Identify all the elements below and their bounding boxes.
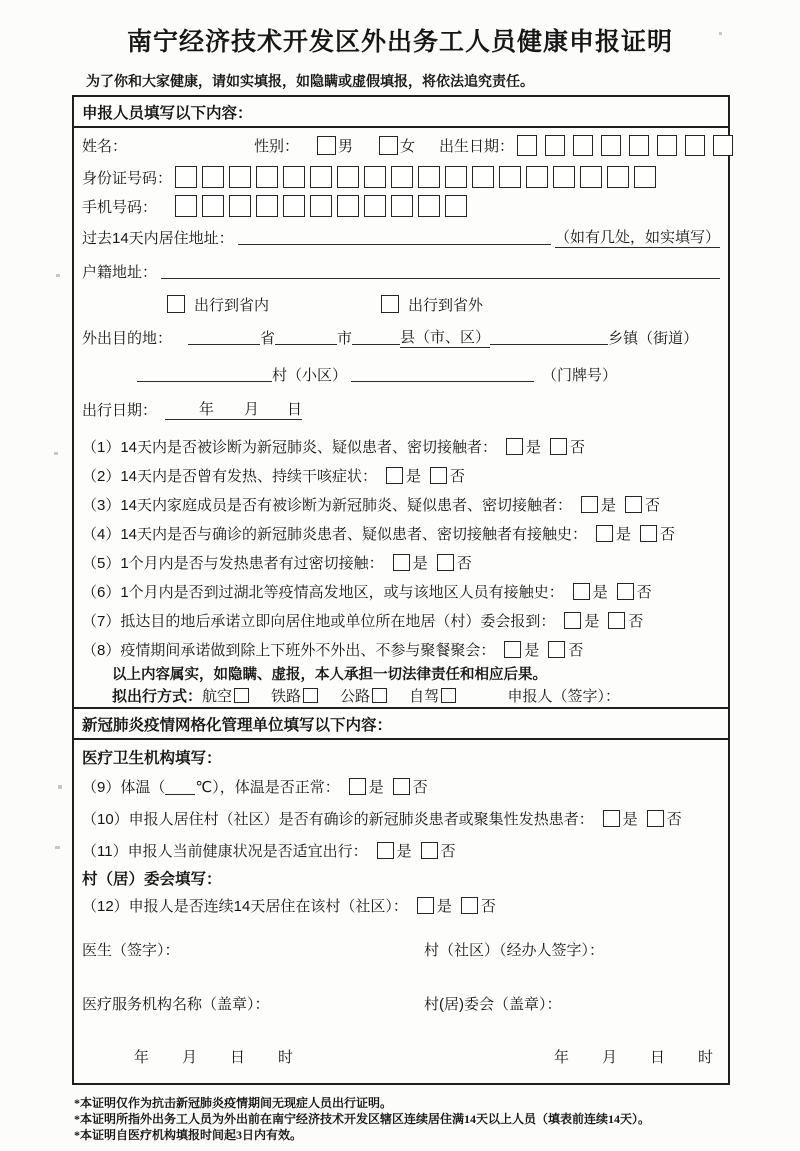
dest-province-blank[interactable] bbox=[188, 329, 260, 345]
digit-checkbox[interactable] bbox=[310, 166, 332, 188]
year-blank bbox=[165, 399, 199, 414]
warning-text: 为了你和大家健康，请如实填报，如隐瞒或虚假填报，将依法追究责任。 bbox=[86, 75, 534, 90]
village-sign-label: 村（社区）（经办人签字）： bbox=[424, 942, 605, 959]
house-no-label: （门牌号） bbox=[542, 366, 618, 384]
question-text: （6）1个月内是否到过湖北等疫情高发地区，或与该地区人员有接触史： bbox=[82, 584, 564, 601]
digit-checkbox[interactable] bbox=[580, 166, 602, 188]
footnotes bbox=[74, 1095, 800, 1143]
question-row-8 bbox=[74, 635, 728, 664]
year-label: 年 bbox=[554, 1049, 570, 1066]
dob-box-group bbox=[514, 135, 733, 156]
female-checkbox[interactable] bbox=[379, 136, 398, 155]
province-choice-row bbox=[74, 288, 728, 320]
digit-checkbox[interactable] bbox=[472, 166, 494, 188]
in-province-checkbox[interactable] bbox=[167, 295, 185, 313]
yes-label: 是 bbox=[524, 642, 540, 659]
q10-no-checkbox[interactable] bbox=[647, 810, 664, 827]
female-label: 女 bbox=[400, 137, 416, 155]
digit-checkbox[interactable] bbox=[256, 166, 278, 188]
question-row-4 bbox=[74, 519, 728, 548]
month-label: 月 bbox=[602, 1049, 618, 1066]
digit-checkbox[interactable] bbox=[445, 195, 467, 217]
no-label: 否 bbox=[568, 642, 584, 659]
mode-rail-label: 铁路 bbox=[271, 687, 302, 705]
q10-yes-checkbox[interactable] bbox=[603, 810, 620, 827]
addr14-row bbox=[74, 220, 728, 254]
digit-checkbox[interactable] bbox=[713, 135, 733, 156]
q5-no-checkbox[interactable] bbox=[437, 554, 454, 571]
destination-label: 外出目的地： bbox=[82, 329, 173, 347]
question-text: （8）疫情期间承诺做到除上下班外不外出、不参与聚餐聚会： bbox=[82, 642, 496, 659]
q6-no-checkbox[interactable] bbox=[617, 583, 634, 600]
month-blank bbox=[214, 399, 244, 414]
digit-checkbox[interactable] bbox=[283, 195, 305, 217]
scan-speck bbox=[58, 785, 62, 789]
day-label: 日 bbox=[287, 401, 303, 418]
digit-checkbox[interactable] bbox=[517, 135, 537, 156]
question-text: （4）14天内是否与确诊的新冠肺炎患者、疑似患者、密切接触者有接触史： bbox=[82, 526, 588, 543]
dest-town-blank[interactable] bbox=[490, 329, 608, 345]
section-grid-header: 新冠肺炎疫情网格化管理单位填写以下内容： bbox=[74, 707, 728, 740]
q6-yes-checkbox[interactable] bbox=[573, 583, 590, 600]
doctor-sign-label: 医生（签字）： bbox=[82, 942, 180, 959]
no-label: 否 bbox=[660, 526, 676, 543]
mode-self-drive-checkbox[interactable] bbox=[441, 688, 456, 703]
mode-label: 拟出行方式： bbox=[112, 687, 203, 705]
footnote-2: *本证明所指外出务工人员为外出前在南宁经济技术开发区辖区连续居住满14天以上人员（填表前连续14天）。 bbox=[74, 1112, 651, 1126]
dest-town-label: 乡镇（街道） bbox=[608, 329, 699, 347]
q4-yes-checkbox[interactable] bbox=[596, 525, 613, 542]
question-text: （7）抵达目的地后承诺立即向居住地或单位所在地居（村）委会报到： bbox=[82, 613, 556, 630]
scan-speck bbox=[54, 452, 58, 455]
addr14-blank-field[interactable] bbox=[238, 229, 551, 245]
question-row-11 bbox=[74, 835, 728, 866]
digit-checkbox[interactable] bbox=[283, 166, 305, 188]
travel-mode-row bbox=[74, 683, 728, 707]
q11-no-checkbox[interactable] bbox=[421, 842, 438, 859]
dest-province-label: 省 bbox=[260, 329, 276, 347]
yes-label: 是 bbox=[406, 468, 422, 485]
hukou-blank-field[interactable] bbox=[161, 263, 720, 279]
q1-no-checkbox[interactable] bbox=[550, 438, 567, 455]
q8-yes-checkbox[interactable] bbox=[504, 641, 521, 658]
digit-checkbox[interactable] bbox=[629, 135, 649, 156]
mode-rail-checkbox[interactable] bbox=[303, 688, 318, 703]
village-stamp-label: 村(居)委会（盖章）： bbox=[424, 996, 562, 1013]
spacer bbox=[74, 424, 728, 432]
medical-date-parts bbox=[82, 1046, 476, 1067]
q9-suffix: ℃），体温是否正常： bbox=[195, 779, 340, 796]
yes-label: 是 bbox=[412, 555, 428, 572]
question-text: （10）申报人居住村（社区）是否有确诊的新冠肺炎患者或聚集性发热患者： bbox=[82, 811, 594, 828]
q3-yes-checkbox[interactable] bbox=[581, 496, 598, 513]
digit-checkbox[interactable] bbox=[553, 166, 575, 188]
digit-checkbox[interactable] bbox=[364, 166, 386, 188]
digit-checkbox[interactable] bbox=[526, 166, 548, 188]
signature-row bbox=[74, 939, 728, 960]
yes-label: 是 bbox=[592, 584, 608, 601]
digit-checkbox[interactable] bbox=[391, 166, 413, 188]
yes-label: 是 bbox=[526, 439, 542, 456]
question-text: （5）1个月内是否与发热患者有过密切接触： bbox=[82, 555, 384, 572]
digit-checkbox[interactable] bbox=[634, 166, 656, 188]
id-label: 身份证号码： bbox=[82, 169, 173, 187]
no-label: 否 bbox=[645, 497, 661, 514]
travel-date-blank[interactable] bbox=[165, 398, 302, 420]
phone-row bbox=[74, 192, 728, 220]
digit-checkbox[interactable] bbox=[310, 195, 332, 217]
destination-row bbox=[74, 320, 728, 354]
declaration-text: 以上内容属实，如隐瞒、虚报，本人承担一切法律责任和相应后果。 bbox=[112, 667, 547, 683]
medical-org-header: 医疗卫生机构填写： bbox=[82, 750, 222, 767]
name-label: 姓名： bbox=[82, 137, 128, 155]
footnote-1: *本证明仅作为抗击新冠肺炎疫情期间无现症人员出行证明。 bbox=[74, 1096, 393, 1110]
scan-speck bbox=[56, 274, 60, 277]
digit-checkbox[interactable] bbox=[685, 135, 705, 156]
out-province-label: 出行到省外 bbox=[408, 296, 484, 314]
digit-checkbox[interactable] bbox=[337, 166, 359, 188]
phone-label: 手机号码： bbox=[82, 198, 158, 216]
out-province-checkbox[interactable] bbox=[381, 295, 399, 313]
digit-checkbox[interactable] bbox=[545, 135, 565, 156]
village-row bbox=[74, 354, 728, 394]
no-label: 否 bbox=[440, 843, 456, 860]
digit-checkbox[interactable] bbox=[418, 166, 440, 188]
no-label: 否 bbox=[628, 613, 644, 630]
question-row-10 bbox=[74, 802, 728, 835]
q4-no-checkbox[interactable] bbox=[640, 525, 657, 542]
mode-self-drive-label: 自驾 bbox=[409, 687, 440, 705]
yes-label: 是 bbox=[622, 811, 638, 828]
stamp-row bbox=[74, 993, 728, 1014]
question-text: （11）申报人当前健康状况是否适宜出行： bbox=[82, 843, 368, 860]
travel-date-label: 出行日期： bbox=[82, 401, 158, 419]
declarant-sign-label: 申报人（签字）： bbox=[507, 687, 620, 705]
q11-yes-checkbox[interactable] bbox=[377, 842, 394, 859]
q2-yes-checkbox[interactable] bbox=[386, 467, 403, 484]
day-label: 日 bbox=[650, 1049, 666, 1066]
question-row-5 bbox=[74, 548, 728, 577]
yes-label: 是 bbox=[616, 526, 632, 543]
q7-yes-checkbox[interactable] bbox=[564, 612, 581, 629]
addr14-note: （如有几处，如实填写） bbox=[555, 226, 720, 248]
digit-checkbox[interactable] bbox=[175, 166, 197, 188]
q2-no-checkbox[interactable] bbox=[430, 467, 447, 484]
question-row-6 bbox=[74, 577, 728, 606]
q12-yes-checkbox[interactable] bbox=[417, 897, 434, 914]
dest-county-blank[interactable] bbox=[352, 329, 400, 345]
dest-city-blank[interactable] bbox=[275, 329, 337, 345]
hour-label: 时 bbox=[278, 1049, 294, 1066]
footnote-3: *本证明自医疗机构填报时间起3日内有效。 bbox=[74, 1128, 303, 1142]
no-label: 否 bbox=[636, 584, 652, 601]
mode-air-label: 航空 bbox=[202, 687, 233, 705]
year-label: 年 bbox=[199, 401, 215, 418]
day-blank bbox=[259, 399, 287, 414]
declaration-form bbox=[72, 95, 730, 1085]
digit-checkbox[interactable] bbox=[229, 195, 251, 217]
question-row-3 bbox=[74, 490, 728, 519]
digit-checkbox[interactable] bbox=[657, 135, 677, 156]
day-label: 日 bbox=[230, 1049, 246, 1066]
male-checkbox[interactable] bbox=[317, 136, 336, 155]
mode-road-checkbox[interactable] bbox=[372, 688, 387, 703]
village-committee-header: 村（居）委会填写： bbox=[82, 871, 222, 888]
digit-checkbox[interactable] bbox=[601, 135, 621, 156]
digit-checkbox[interactable] bbox=[229, 166, 251, 188]
id-box-group bbox=[175, 166, 656, 188]
hukou-row bbox=[74, 254, 728, 288]
date-row bbox=[74, 1046, 728, 1067]
q3-no-checkbox[interactable] bbox=[625, 496, 642, 513]
digit-checkbox[interactable] bbox=[391, 195, 413, 217]
month-label: 月 bbox=[244, 401, 260, 418]
digit-checkbox[interactable] bbox=[499, 166, 521, 188]
digit-checkbox[interactable] bbox=[445, 166, 467, 188]
page-title: 南宁经济技术开发区外出务工人员健康申报证明 bbox=[126, 28, 673, 56]
temperature-blank[interactable] bbox=[165, 779, 195, 795]
q9-yes-checkbox[interactable] bbox=[349, 778, 366, 795]
question-row-7 bbox=[74, 606, 728, 635]
section-declarant-header: 申报人员填写以下内容： bbox=[74, 97, 728, 128]
dest-city-label: 市 bbox=[337, 329, 353, 347]
digit-checkbox[interactable] bbox=[607, 166, 629, 188]
digit-checkbox[interactable] bbox=[573, 135, 593, 156]
no-label: 否 bbox=[570, 439, 586, 456]
digit-checkbox[interactable] bbox=[418, 195, 440, 217]
hukou-label: 户籍地址： bbox=[82, 263, 158, 281]
no-label: 否 bbox=[456, 555, 472, 572]
in-province-label: 出行到省内 bbox=[194, 296, 270, 314]
question-row-12 bbox=[74, 890, 728, 921]
yes-label: 是 bbox=[436, 898, 452, 915]
q9-no-checkbox[interactable] bbox=[393, 778, 410, 795]
digit-checkbox[interactable] bbox=[256, 195, 278, 217]
q5-yes-checkbox[interactable] bbox=[393, 554, 410, 571]
q8-no-checkbox[interactable] bbox=[548, 641, 565, 658]
scan-speck bbox=[55, 846, 60, 849]
medical-stamp-label: 医疗服务机构名称（盖章）： bbox=[82, 996, 270, 1013]
mode-road-label: 公路 bbox=[340, 687, 371, 705]
addr14-label: 过去14天内居住地址： bbox=[82, 229, 234, 247]
question-text: （2）14天内是否曾有发热、持续干咳症状： bbox=[82, 468, 378, 485]
q9-prefix: （9）体温（ bbox=[82, 779, 166, 796]
question-row-1 bbox=[74, 432, 728, 461]
mode-air-checkbox[interactable] bbox=[234, 688, 249, 703]
no-label: 否 bbox=[412, 779, 428, 796]
yes-label: 是 bbox=[368, 779, 384, 796]
hour-label: 时 bbox=[698, 1049, 714, 1066]
q12-no-checkbox[interactable] bbox=[461, 897, 478, 914]
name-gender-dob-row bbox=[74, 128, 728, 162]
declaration-row bbox=[74, 664, 728, 683]
digit-checkbox[interactable] bbox=[364, 195, 386, 217]
question-row-9 bbox=[74, 771, 728, 802]
digit-checkbox[interactable] bbox=[202, 195, 224, 217]
digit-checkbox[interactable] bbox=[202, 166, 224, 188]
gender-label: 性别： bbox=[254, 137, 300, 155]
no-label: 否 bbox=[480, 898, 496, 915]
question-text: （3）14天内家庭成员是否有被诊断为新冠肺炎、疑似患者、密切接触者： bbox=[82, 497, 573, 514]
yes-label: 是 bbox=[601, 497, 617, 514]
id-number-row bbox=[74, 162, 728, 192]
phone-box-group bbox=[175, 195, 467, 217]
digit-checkbox[interactable] bbox=[175, 195, 197, 217]
no-label: 否 bbox=[666, 811, 682, 828]
scan-speck bbox=[719, 32, 722, 35]
question-text: （12）申报人是否连续14天居住在该村（社区）： bbox=[82, 898, 408, 915]
no-label: 否 bbox=[450, 468, 466, 485]
year-label: 年 bbox=[134, 1049, 150, 1066]
travel-date-row bbox=[74, 394, 728, 424]
question-text: （1）14天内是否被诊断为新冠肺炎、疑似患者、密切接触者： bbox=[82, 439, 498, 456]
yes-label: 是 bbox=[396, 843, 412, 860]
village-date-parts bbox=[476, 1046, 746, 1067]
q1-yes-checkbox[interactable] bbox=[506, 438, 523, 455]
yes-label: 是 bbox=[584, 613, 600, 630]
house-no-blank[interactable] bbox=[351, 366, 534, 382]
question-row-2 bbox=[74, 461, 728, 490]
male-label: 男 bbox=[338, 137, 354, 155]
digit-checkbox[interactable] bbox=[337, 195, 359, 217]
dob-label: 出生日期： bbox=[439, 137, 515, 155]
village-label: 村（小区） bbox=[272, 366, 348, 384]
dest-county-label: 县（市、区） bbox=[400, 326, 490, 348]
q7-no-checkbox[interactable] bbox=[608, 612, 625, 629]
month-label: 月 bbox=[182, 1049, 198, 1066]
village-blank[interactable] bbox=[137, 366, 272, 382]
